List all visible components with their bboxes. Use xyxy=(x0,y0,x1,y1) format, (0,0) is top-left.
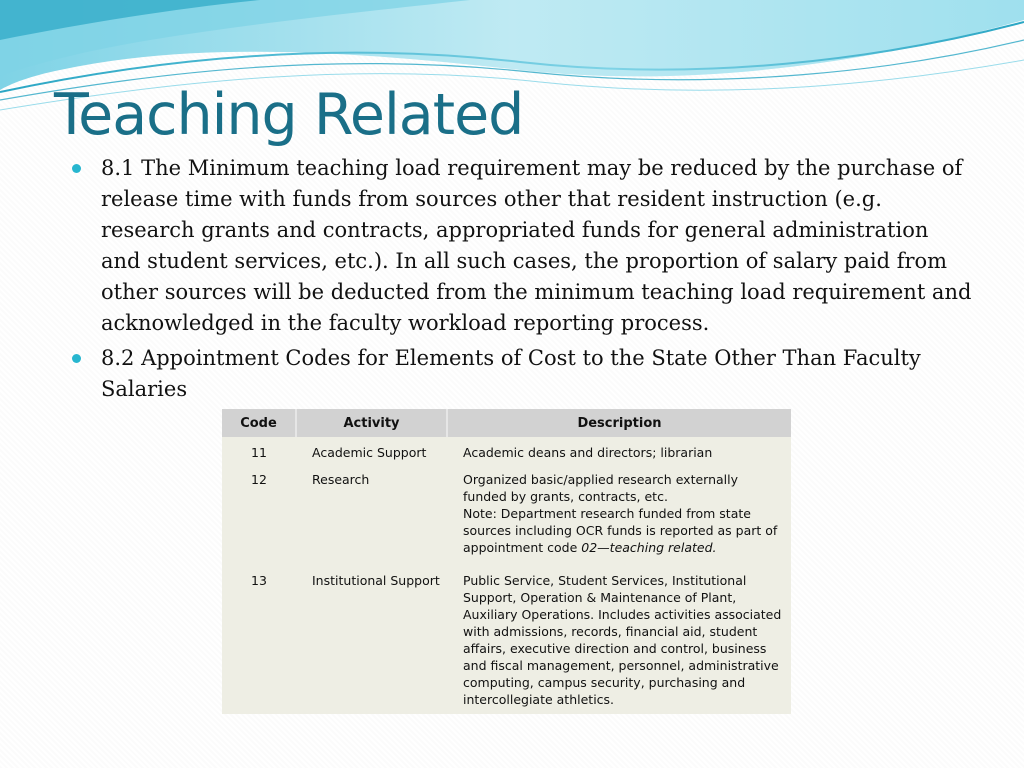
bullet-item-8-1 xyxy=(72,153,972,339)
cell-description: Academic deans and directors; librarian xyxy=(463,445,713,460)
bullet-dot-icon xyxy=(72,164,81,173)
cell-code: 13 xyxy=(251,573,267,588)
bullet-number-suffix: 1 xyxy=(121,156,135,180)
table-row xyxy=(222,556,791,714)
header-activity: Activity xyxy=(296,409,447,437)
table-row xyxy=(222,461,791,556)
slide-title: Teaching Related xyxy=(54,82,524,148)
bullet-text: 8.2 Appointment Codes for Elements of Cost to the State Other Than Faculty Salaries xyxy=(101,346,921,401)
bullet-number: 8. xyxy=(101,156,122,180)
cell-activity: Research xyxy=(312,472,370,487)
cell-activity: Institutional Support xyxy=(312,573,440,588)
table-header-row xyxy=(222,409,791,437)
cell-activity: Academic Support xyxy=(312,445,427,460)
bullet-item-8-2 xyxy=(72,343,972,405)
cell-description xyxy=(447,461,791,556)
bullet-text: The Minimum teaching load requirement may be reduced by the purchase of release time with funds from sources other that resident instruction (e.g. research grants and contracts, appropriated funds for general administration and student services, etc.). In all such cases, the proportion of salary paid from other sources will be deducted from the minimum teaching load requirement and acknowledged in the faculty workload reporting process. xyxy=(101,156,972,335)
cell-description: Public Service, Student Services, Institutional Support, Operation & Maintenance of Plant, Auxiliary Operations. Includes activities associated with admissions, records, financial aid, student affairs, executive direction and control, business and fiscal management, personnel, administrative computing, campus security, purchasing and intercollegiate athletics. xyxy=(463,573,782,707)
description-note: Note: Department research funded from state sources including OCR funds is reported as part of appointment code xyxy=(463,506,778,555)
bullet-list xyxy=(72,153,972,409)
appointment-codes-table xyxy=(222,409,791,714)
header-description: Description xyxy=(447,409,791,437)
cell-code: 11 xyxy=(251,445,267,460)
description-italic: 02—teaching related. xyxy=(581,540,717,555)
bullet-dot-icon xyxy=(72,354,81,363)
table-row xyxy=(222,437,791,461)
header-code: Code xyxy=(222,409,296,437)
description-line: Organized basic/applied research externally funded by grants, contracts, etc. xyxy=(463,472,738,504)
cell-code: 12 xyxy=(251,472,267,487)
